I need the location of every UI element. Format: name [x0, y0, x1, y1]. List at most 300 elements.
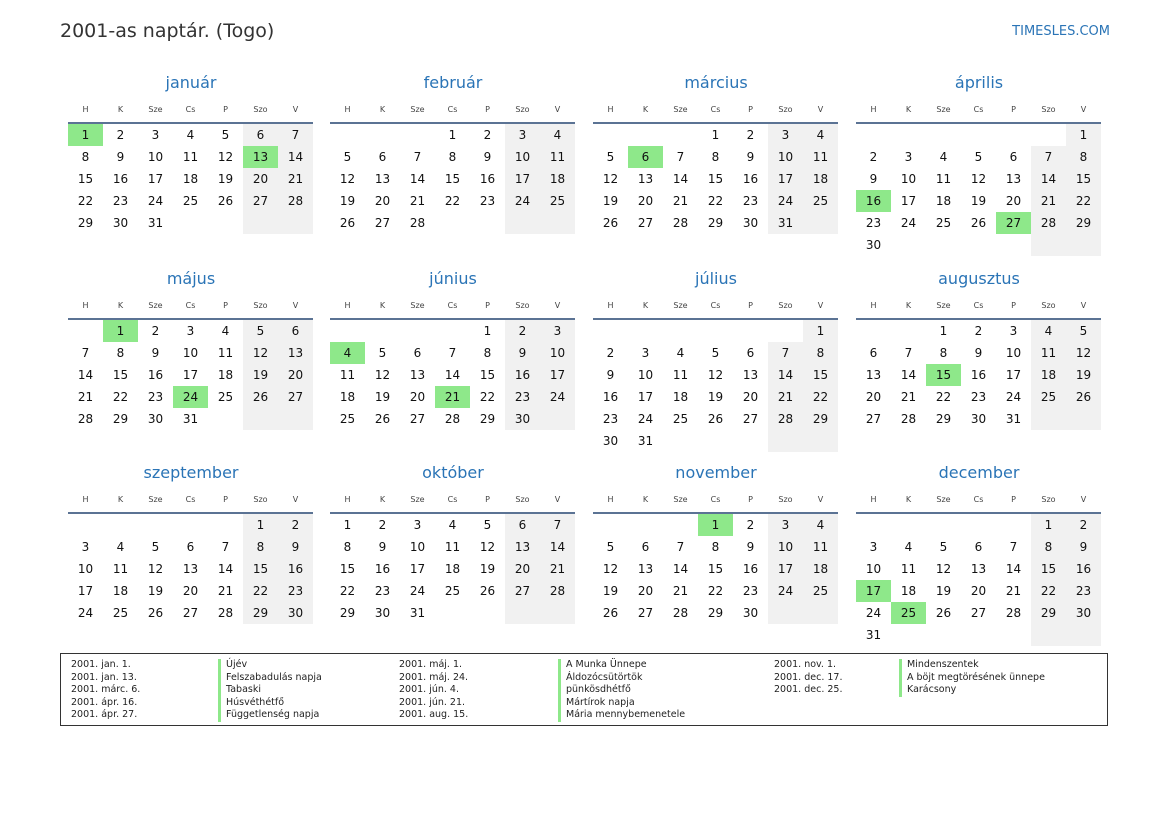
holiday-day-cell: 17: [856, 580, 891, 602]
month-grid: [68, 100, 313, 234]
empty-cell: [593, 124, 628, 146]
day-cell: 8: [711, 540, 720, 554]
empty-cell: [540, 408, 575, 430]
empty-cell: [330, 320, 365, 342]
month-grid: [593, 490, 838, 624]
day-cell: 1: [483, 324, 492, 338]
day-cell: 14: [540, 536, 575, 558]
day-cell: 24: [1005, 390, 1022, 404]
empty-cell: [243, 212, 278, 234]
day-cell: 30: [505, 408, 540, 430]
day-cell: 22: [479, 390, 496, 404]
day-cell: 14: [1031, 168, 1066, 190]
empty-cell: [891, 124, 926, 146]
day-cell: 27: [278, 386, 313, 408]
weekday-header: Szo: [243, 296, 278, 320]
day-cell: 18: [339, 390, 356, 404]
day-cell: 20: [1005, 194, 1022, 208]
day-cell: 5: [606, 150, 615, 164]
day-cell: 11: [112, 562, 129, 576]
empty-cell: [891, 320, 926, 342]
day-cell: 31: [409, 606, 426, 620]
day-cell: 22: [444, 194, 461, 208]
weekday-header: Sze: [400, 490, 435, 514]
weekday-header: P: [733, 296, 768, 320]
weekday-header: K: [628, 490, 663, 514]
holiday-name: Tabaski: [218, 684, 322, 697]
weekday-header: K: [103, 100, 138, 124]
day-cell: 10: [768, 146, 803, 168]
day-cell: 17: [147, 172, 164, 186]
day-cell: 29: [77, 216, 94, 230]
day-cell: 9: [483, 150, 492, 164]
day-cell: 7: [1009, 540, 1018, 554]
day-cell: 31: [1005, 412, 1022, 426]
day-cell: 26: [374, 412, 391, 426]
weekday-header: V: [278, 296, 313, 320]
weekday-header: K: [891, 490, 926, 514]
weekday-header: V: [540, 490, 575, 514]
day-cell: 15: [339, 562, 356, 576]
day-cell: 11: [217, 346, 234, 360]
day-cell: 9: [869, 172, 878, 186]
day-cell: 7: [413, 150, 422, 164]
weekday-header: P: [470, 296, 505, 320]
weekday-header: V: [803, 490, 838, 514]
day-cell: 1: [1066, 124, 1101, 146]
day-cell: 27: [243, 190, 278, 212]
weekday-header: Sze: [663, 100, 698, 124]
day-cell: 26: [479, 584, 496, 598]
weekday-header: Cs: [435, 296, 470, 320]
day-cell: 4: [803, 514, 838, 536]
month-9: [330, 462, 576, 624]
day-cell: 10: [505, 146, 540, 168]
weekday-header: V: [540, 100, 575, 124]
day-cell: 2: [869, 150, 878, 164]
month-name: augusztus: [938, 269, 1020, 288]
day-cell: 18: [803, 168, 838, 190]
day-cell: 18: [672, 390, 689, 404]
holiday-day-cell: 1: [103, 320, 138, 342]
day-cell: 15: [1066, 168, 1101, 190]
weekday-header: P: [996, 296, 1031, 320]
day-cell: 1: [939, 324, 948, 338]
day-cell: 3: [869, 540, 878, 554]
day-cell: 31: [147, 216, 164, 230]
day-cell: 3: [151, 128, 160, 142]
empty-cell: [961, 124, 996, 146]
day-cell: 25: [182, 194, 199, 208]
day-cell: 29: [1066, 212, 1101, 234]
day-cell: 8: [243, 536, 278, 558]
month-grid: [856, 490, 1101, 646]
day-cell: 31: [865, 628, 882, 642]
day-cell: 20: [865, 390, 882, 404]
weekday-header: Cs: [173, 100, 208, 124]
day-cell: 26: [707, 412, 724, 426]
holiday-name: Mária mennybemenetele: [558, 709, 685, 722]
empty-cell: [365, 124, 400, 146]
day-cell: 14: [217, 562, 234, 576]
day-cell: 16: [742, 562, 759, 576]
holiday-date: 2001. ápr. 16.: [71, 696, 138, 708]
day-cell: 9: [278, 536, 313, 558]
empty-cell: [68, 514, 103, 536]
empty-cell: [540, 212, 575, 234]
day-cell: 10: [409, 540, 426, 554]
weekday-header: P: [996, 100, 1031, 124]
holiday-date: 2001. jan. 13.: [71, 671, 137, 683]
day-cell: 10: [865, 562, 882, 576]
weekday-header: Sze: [926, 296, 961, 320]
weekday-header: K: [103, 296, 138, 320]
empty-cell: [803, 430, 838, 452]
day-cell: 28: [672, 216, 689, 230]
day-cell: 28: [444, 412, 461, 426]
day-cell: 11: [1031, 342, 1066, 364]
day-cell: 24: [409, 584, 426, 598]
empty-cell: [593, 514, 628, 536]
day-cell: 21: [1005, 584, 1022, 598]
day-cell: 22: [707, 584, 724, 598]
empty-cell: [365, 320, 400, 342]
month-name: október: [422, 463, 484, 482]
weekday-header: Sze: [663, 490, 698, 514]
weekday-header: Cs: [698, 100, 733, 124]
empty-cell: [768, 430, 803, 452]
day-cell: 15: [803, 364, 838, 386]
weekday-header: V: [278, 490, 313, 514]
empty-cell: [926, 624, 961, 646]
day-cell: 15: [707, 172, 724, 186]
day-cell: 19: [243, 364, 278, 386]
day-cell: 25: [803, 190, 838, 212]
day-cell: 29: [112, 412, 129, 426]
day-cell: 25: [444, 584, 461, 598]
month-grid: [330, 100, 575, 234]
day-cell: 8: [343, 540, 352, 554]
day-cell: 19: [339, 194, 356, 208]
day-cell: 6: [186, 540, 195, 554]
day-cell: 15: [444, 172, 461, 186]
day-cell: 14: [672, 562, 689, 576]
day-cell: 29: [479, 412, 496, 426]
day-cell: 4: [116, 540, 125, 554]
holiday-day-cell: 15: [926, 364, 961, 386]
weekday-header: P: [733, 490, 768, 514]
day-cell: 2: [606, 346, 615, 360]
day-cell: 11: [339, 368, 356, 382]
empty-cell: [891, 514, 926, 536]
day-cell: 24: [768, 190, 803, 212]
weekday-header: Szo: [243, 490, 278, 514]
empty-cell: [505, 602, 540, 624]
day-cell: 24: [768, 580, 803, 602]
day-cell: 2: [746, 518, 755, 532]
weekday-header: Cs: [435, 100, 470, 124]
weekday-header: Szo: [505, 100, 540, 124]
holiday-date: 2001. jún. 4.: [399, 684, 460, 695]
day-cell: 12: [707, 368, 724, 382]
day-cell: 23: [602, 412, 619, 426]
day-cell: 22: [935, 390, 952, 404]
holiday-names-column: [218, 659, 322, 722]
weekday-header: Sze: [926, 100, 961, 124]
weekday-header: Cs: [435, 490, 470, 514]
empty-cell: [1031, 624, 1066, 646]
empty-cell: [698, 320, 733, 342]
month-grid: [330, 296, 575, 430]
day-cell: 9: [116, 150, 125, 164]
day-cell: 18: [112, 584, 129, 598]
month-grid: [593, 100, 838, 234]
empty-cell: [208, 408, 243, 430]
day-cell: 11: [803, 536, 838, 558]
day-cell: 11: [444, 540, 461, 554]
day-cell: 17: [900, 194, 917, 208]
day-cell: 29: [707, 216, 724, 230]
empty-cell: [330, 124, 365, 146]
day-cell: 16: [1066, 558, 1101, 580]
day-cell: 29: [935, 412, 952, 426]
holiday-names-column: [899, 659, 1045, 697]
day-cell: 9: [746, 150, 755, 164]
month-11: [856, 462, 1102, 646]
day-cell: 7: [1031, 146, 1066, 168]
day-cell: 26: [970, 216, 987, 230]
holiday-name: A böjt megtörésének ünnepe: [899, 672, 1045, 685]
day-cell: 13: [278, 342, 313, 364]
month-8: [68, 462, 314, 624]
weekday-header: Szo: [243, 100, 278, 124]
empty-cell: [138, 514, 173, 536]
month-4: [68, 268, 314, 430]
day-cell: 15: [1031, 558, 1066, 580]
weekday-header: P: [208, 100, 243, 124]
day-cell: 2: [483, 128, 492, 142]
weekday-header: V: [278, 100, 313, 124]
day-cell: 17: [1005, 368, 1022, 382]
day-cell: 5: [1066, 320, 1101, 342]
holiday-date: 2001. dec. 17.: [774, 671, 843, 683]
day-cell: 5: [151, 540, 160, 554]
day-cell: 5: [483, 518, 492, 532]
day-cell: 19: [1066, 364, 1101, 386]
empty-cell: [663, 124, 698, 146]
weekday-header: K: [365, 490, 400, 514]
month-1: [330, 72, 576, 234]
day-cell: 17: [77, 584, 94, 598]
day-cell: 26: [602, 216, 619, 230]
empty-cell: [996, 624, 1031, 646]
site-link[interactable]: TIMESLES.COM: [1012, 24, 1110, 39]
holiday-name: Függetlenség napja: [218, 709, 322, 722]
day-cell: 17: [409, 562, 426, 576]
day-cell: 13: [1005, 172, 1022, 186]
day-cell: 30: [374, 606, 391, 620]
day-cell: 12: [147, 562, 164, 576]
weekday-header: P: [208, 296, 243, 320]
empty-cell: [1066, 624, 1101, 646]
empty-cell: [1031, 124, 1066, 146]
day-cell: 23: [505, 386, 540, 408]
weekday-header: Cs: [698, 296, 733, 320]
day-cell: 4: [186, 128, 195, 142]
day-cell: 5: [939, 540, 948, 554]
holiday-date: 2001. jan. 1.: [71, 659, 131, 670]
holiday-date: 2001. aug. 15.: [399, 709, 469, 720]
day-cell: 14: [409, 172, 426, 186]
day-cell: 6: [378, 150, 387, 164]
day-cell: 22: [339, 584, 356, 598]
weekday-header: H: [856, 296, 891, 320]
empty-cell: [996, 124, 1031, 146]
day-cell: 27: [637, 606, 654, 620]
empty-cell: [663, 430, 698, 452]
empty-cell: [435, 212, 470, 234]
day-cell: 24: [147, 194, 164, 208]
month-grid: [593, 296, 838, 452]
holiday-day-cell: 1: [68, 124, 103, 146]
day-cell: 8: [1031, 536, 1066, 558]
day-cell: 12: [217, 150, 234, 164]
day-cell: 7: [904, 346, 913, 360]
day-cell: 9: [974, 346, 983, 360]
weekday-header: P: [208, 490, 243, 514]
day-cell: 8: [803, 342, 838, 364]
holiday-date: 2001. máj. 24.: [399, 671, 469, 683]
day-cell: 12: [935, 562, 952, 576]
weekday-header: Szo: [505, 296, 540, 320]
holiday-dates-column: [399, 659, 468, 722]
day-cell: 12: [374, 368, 391, 382]
day-cell: 21: [217, 584, 234, 598]
weekday-header: H: [330, 490, 365, 514]
day-cell: 30: [742, 216, 759, 230]
day-cell: 14: [444, 368, 461, 382]
day-cell: 11: [672, 368, 689, 382]
day-cell: 20: [505, 558, 540, 580]
holiday-name: Mártírok napja: [558, 697, 685, 710]
day-cell: 16: [970, 368, 987, 382]
day-cell: 14: [278, 146, 313, 168]
weekday-header: V: [803, 100, 838, 124]
weekday-header: Szo: [768, 100, 803, 124]
day-cell: 31: [637, 434, 654, 448]
empty-cell: [470, 602, 505, 624]
day-cell: 15: [112, 368, 129, 382]
empty-cell: [856, 320, 891, 342]
day-cell: 28: [409, 216, 426, 230]
day-cell: 25: [540, 190, 575, 212]
day-cell: 15: [707, 562, 724, 576]
weekday-header: P: [733, 100, 768, 124]
day-cell: 4: [904, 540, 913, 554]
day-cell: 20: [243, 168, 278, 190]
empty-cell: [68, 320, 103, 342]
weekday-header: K: [628, 100, 663, 124]
holiday-day-cell: 13: [243, 146, 278, 168]
day-cell: 23: [742, 194, 759, 208]
day-cell: 3: [1009, 324, 1018, 338]
day-cell: 16: [278, 558, 313, 580]
day-cell: 30: [865, 238, 882, 252]
day-cell: 4: [221, 324, 230, 338]
empty-cell: [733, 320, 768, 342]
day-cell: 23: [742, 584, 759, 598]
day-cell: 14: [672, 172, 689, 186]
day-cell: 31: [768, 212, 803, 234]
day-cell: 25: [803, 580, 838, 602]
day-cell: 3: [413, 518, 422, 532]
day-cell: 19: [374, 390, 391, 404]
month-6: [593, 268, 839, 452]
day-cell: 5: [606, 540, 615, 554]
day-cell: 11: [935, 172, 952, 186]
empty-cell: [628, 320, 663, 342]
empty-cell: [208, 212, 243, 234]
day-cell: 6: [1009, 150, 1018, 164]
weekday-header: H: [330, 100, 365, 124]
day-cell: 23: [112, 194, 129, 208]
day-cell: 6: [413, 346, 422, 360]
day-cell: 23: [147, 390, 164, 404]
day-cell: 18: [182, 172, 199, 186]
empty-cell: [243, 408, 278, 430]
day-cell: 10: [540, 342, 575, 364]
empty-cell: [435, 602, 470, 624]
empty-cell: [1066, 234, 1101, 256]
weekday-header: H: [68, 100, 103, 124]
day-cell: 22: [112, 390, 129, 404]
weekday-header: P: [996, 490, 1031, 514]
day-cell: 27: [742, 412, 759, 426]
empty-cell: [628, 124, 663, 146]
day-cell: 13: [742, 368, 759, 382]
day-cell: 2: [278, 514, 313, 536]
day-cell: 15: [243, 558, 278, 580]
holiday-name: Áldozócsütörtök: [558, 672, 685, 685]
day-cell: 19: [479, 562, 496, 576]
month-name: szeptember: [143, 463, 239, 482]
day-cell: 5: [711, 346, 720, 360]
empty-cell: [505, 212, 540, 234]
day-cell: 17: [182, 368, 199, 382]
day-cell: 10: [182, 346, 199, 360]
empty-cell: [470, 212, 505, 234]
day-cell: 9: [746, 540, 755, 554]
day-cell: 12: [1066, 342, 1101, 364]
day-cell: 4: [540, 124, 575, 146]
day-cell: 19: [970, 194, 987, 208]
empty-cell: [173, 212, 208, 234]
day-cell: 3: [505, 124, 540, 146]
day-cell: 23: [278, 580, 313, 602]
day-cell: 6: [278, 320, 313, 342]
day-cell: 12: [339, 172, 356, 186]
day-cell: 11: [540, 146, 575, 168]
day-cell: 4: [939, 150, 948, 164]
holiday-day-cell: 27: [996, 212, 1031, 234]
month-10: [593, 462, 839, 624]
weekday-header: Cs: [961, 100, 996, 124]
empty-cell: [1066, 408, 1101, 430]
day-cell: 3: [768, 124, 803, 146]
day-cell: 4: [448, 518, 457, 532]
day-cell: 9: [1066, 536, 1101, 558]
month-grid: [68, 296, 313, 430]
